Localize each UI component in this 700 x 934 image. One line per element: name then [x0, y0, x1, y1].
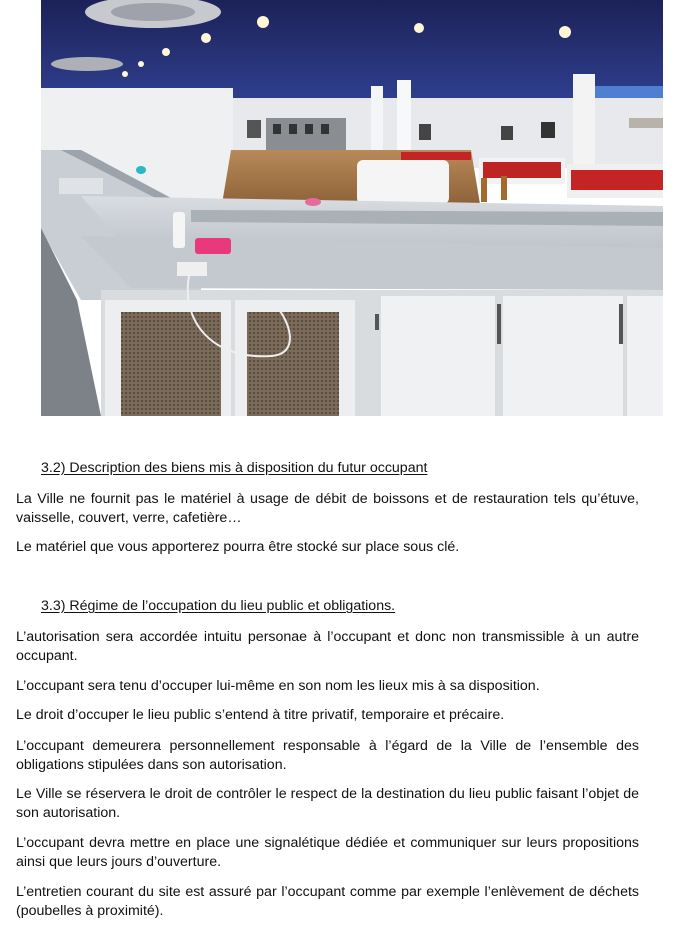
paragraph: L’occupant devra mettre en place une signalétique dédiée et communiquer sur leurs propositions ainsi que leurs jours d’ouverture. [16, 835, 639, 870]
paragraph: L’entretien courant du site est assuré par l’occupant comme par exemple l’enlèvement de déchets (poubelles à proximité). [16, 884, 639, 919]
paragraph: Le Ville se réservera le droit de contrôler le respect de la destination du lieu public faisant l’objet de son autorisation. [16, 786, 639, 821]
paragraph: Le matériel que vous apporterez pourra être stocké sur place sous clé. [16, 539, 460, 555]
paragraph: Le droit d’occuper le lieu public s’entend à titre privatif, temporaire et précaire. [16, 707, 505, 723]
section-heading-3-3: 3.3) Régime de l’occupation du lieu public et obligations. [41, 598, 396, 614]
section-heading-3-2: 3.2) Description des biens mis à disposition du futur occupant [41, 460, 428, 476]
venue-photo [41, 0, 663, 416]
paragraph: L’occupant sera tenu d’occuper lui-même en son nom les lieux mis à sa disposition. [16, 678, 540, 694]
paragraph: L’occupant demeurera personnellement responsable à l’égard de la Ville de l’ensemble des obligations stipulées dans son autorisation. [16, 738, 639, 773]
paragraph: La Ville ne fournit pas le matériel à usage de débit de boissons et de restauration tels qu’étuve, vaisselle, couvert, verre, cafetière… [16, 491, 639, 526]
paragraph: L’autorisation sera accordée intuitu personae à l’occupant et donc non transmissible à un autre occupant. [16, 629, 639, 664]
